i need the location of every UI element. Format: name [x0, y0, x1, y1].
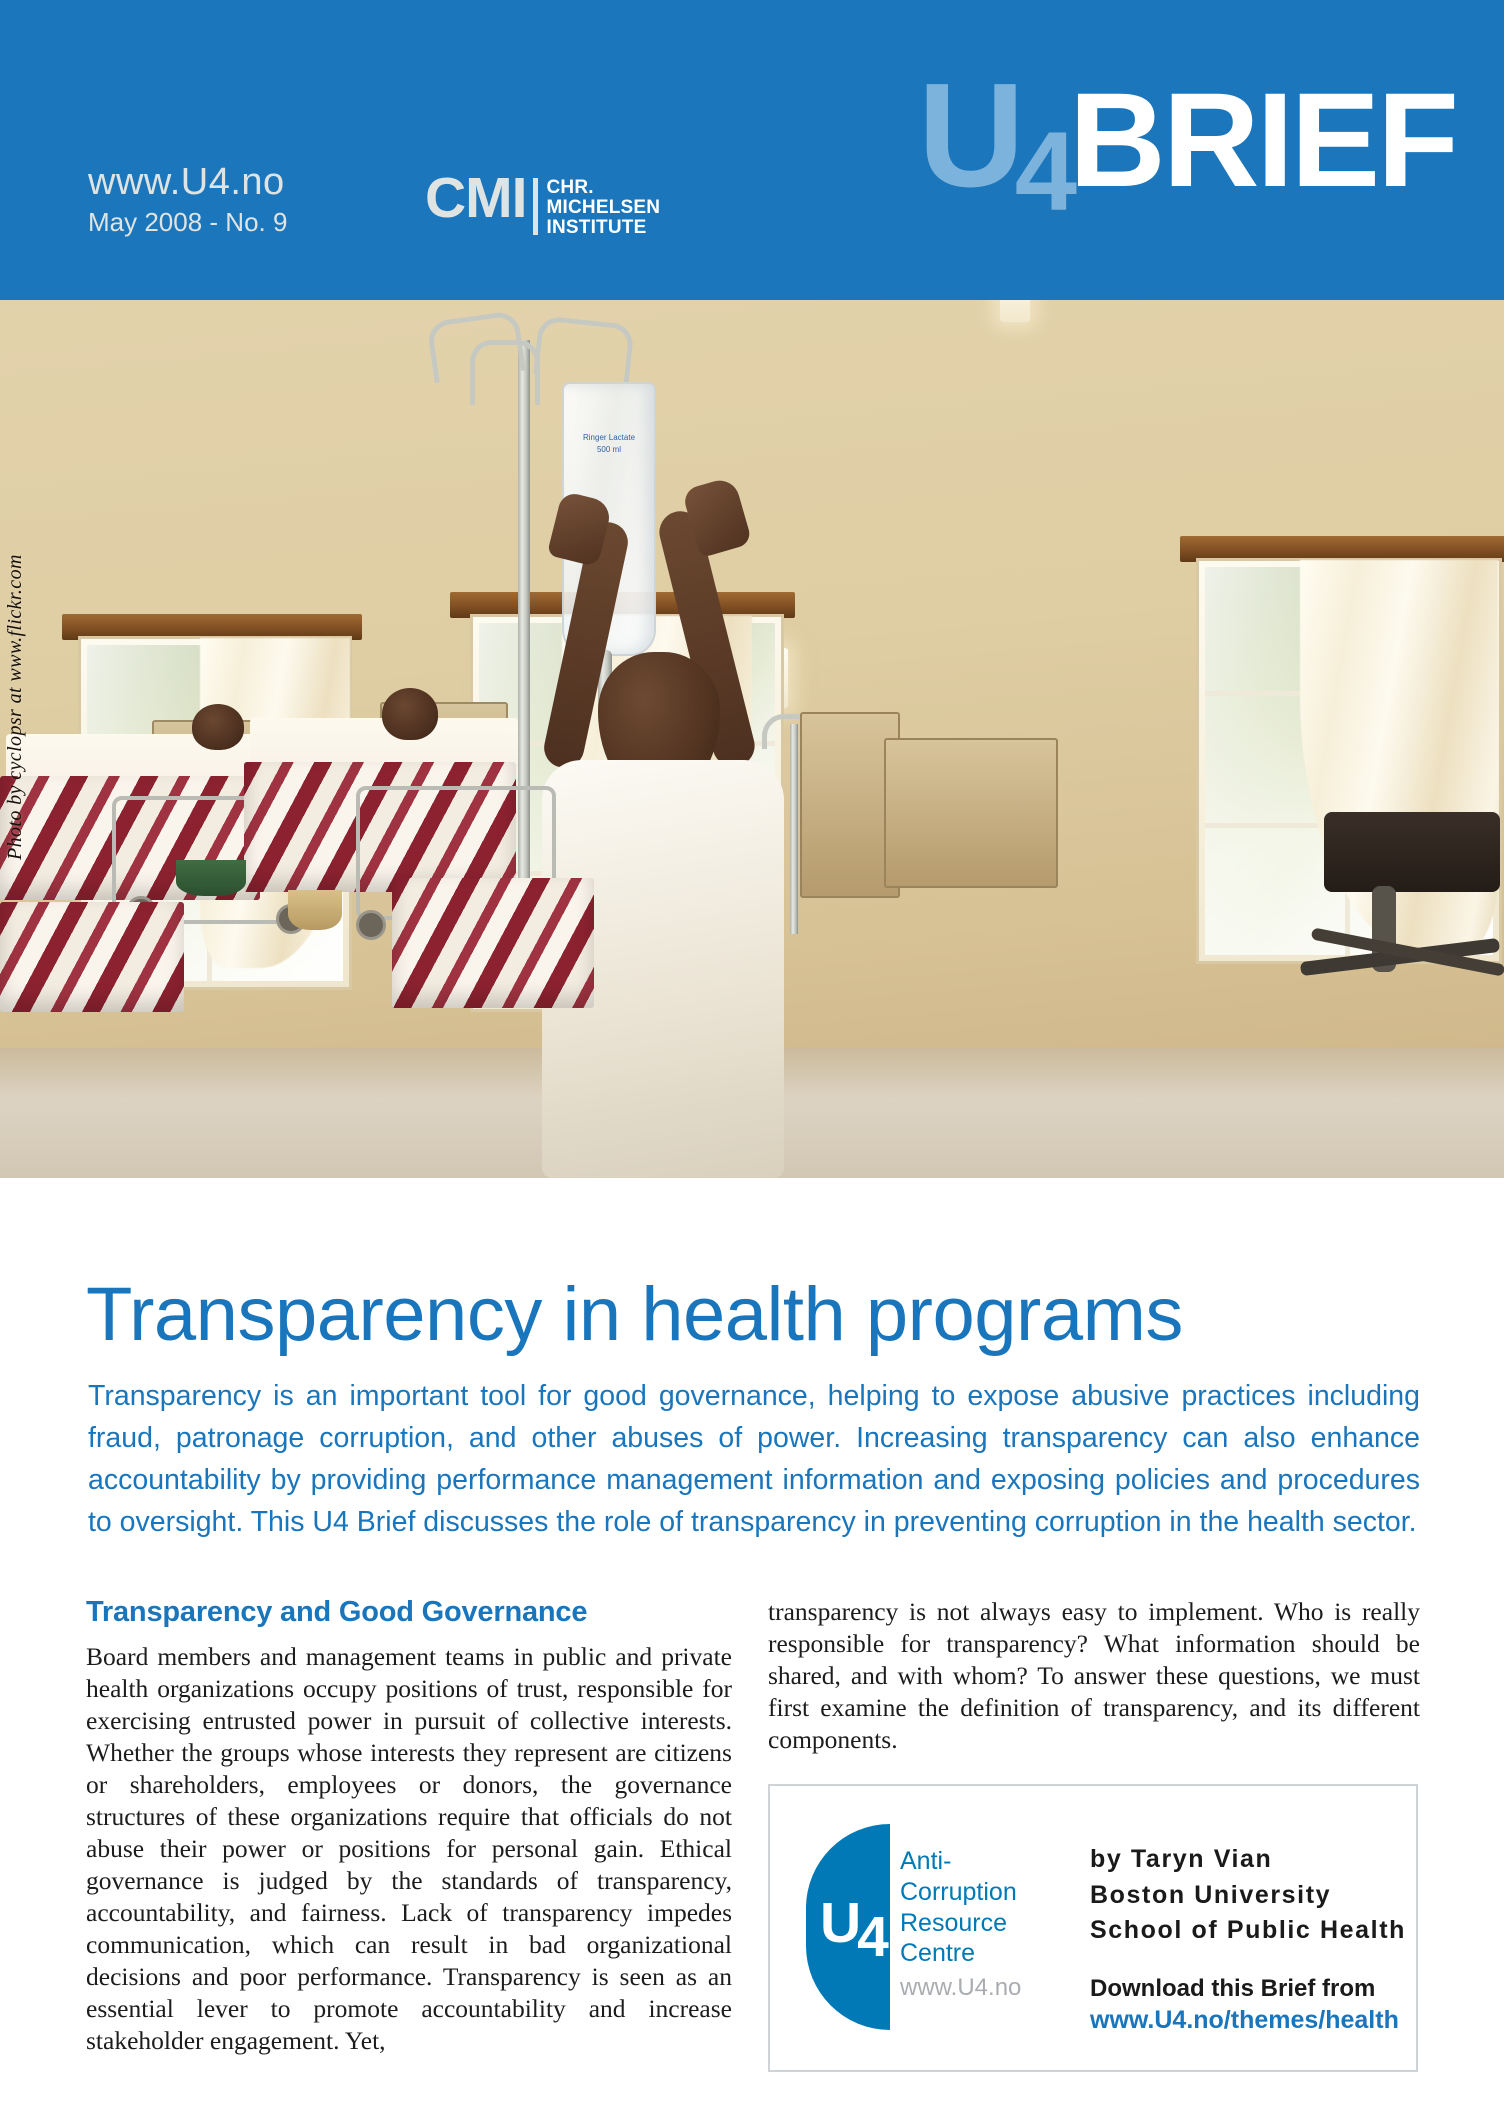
photo-wall-sconce-far-right	[1000, 300, 1030, 322]
u4-logo-digit-four: 4	[857, 1905, 887, 1969]
cmi-logo	[425, 166, 661, 239]
header-website-url[interactable]: www.U4.no	[88, 161, 285, 203]
u4-logo-letter-u: U	[820, 1891, 860, 1955]
u4-logo-word-3: Resource	[900, 1908, 1007, 1937]
article-abstract: Transparency is an important tool for good governance, helping to expose abusive practices including fraud, patronage corruption, and other abuses of power. Increasing transparency can also enhance accountability by providing performance management information and exposing policies and procedures to oversight. This U4 Brief discusses the role of transparency in preventing corruption in the health sector.	[88, 1379, 1420, 1539]
page-header	[0, 0, 1504, 300]
cmi-subtitle-line-2: MICHELSEN	[546, 197, 661, 219]
photo-secondary-iv-pole	[790, 724, 798, 934]
photo-chair	[1324, 812, 1500, 892]
photo-iv-bag-label	[564, 432, 654, 456]
photo-bucket	[288, 890, 342, 930]
photo-bed-blanket-3	[0, 902, 184, 1012]
u4-brief-masthead	[917, 53, 1456, 235]
u4-logo-word-2: Corruption	[900, 1877, 1017, 1906]
u4-logo-letters	[820, 1891, 887, 1969]
cmi-subtitle-line-3: INSTITUTE	[546, 217, 647, 239]
body-paragraph-left: Board members and management teams in public and private health organizations occupy positions of trust, responsible for exercising entrusted power in pursuit of collective interests. Whether the groups whose interests they represent are citizens or shareholders, employees or donors, the governance structures of these organizations require that officials do not abuse their power or positions for personal gain. Ethical governance is judged by the standards of transparency, accountability, and fairness. Lack of transparency impedes communication, which can result in bad organizational decisions and poor performance. Transparency is seen as an essential lever to promote accountability and increase stakeholder engagement. Yet,	[86, 1642, 732, 2055]
masthead-digit-four: 4	[1014, 109, 1073, 235]
cmi-subtitle-line-1: CHR.	[546, 177, 594, 198]
photo-iv-hook-center	[470, 340, 540, 405]
download-link[interactable]: www.U4.no/themes/health	[1090, 2005, 1399, 2034]
photo-iv-hook-right	[533, 315, 635, 384]
iv-label-line-2: 500 ml	[596, 445, 621, 454]
masthead-word-brief: BRIEF	[1069, 65, 1456, 215]
iv-label-line-1: Ringer Lactate	[582, 433, 636, 442]
column-left	[86, 1596, 732, 2057]
author-department: School of Public Health	[1090, 1916, 1406, 1944]
u4-logo-word-4: Centre	[900, 1939, 976, 1968]
u4-logo-disc	[806, 1824, 890, 2030]
photo-patient-1	[192, 704, 244, 750]
cmi-logo-divider	[533, 178, 538, 235]
photo-table	[884, 738, 1058, 888]
page-title: Transparency in health programs	[86, 1271, 1183, 1357]
author-info-box	[768, 1784, 1418, 2072]
author-name: by Taryn Vian	[1090, 1845, 1273, 1873]
photo-bed-blanket-4	[392, 878, 594, 1008]
info-box-inner	[806, 1824, 1406, 2036]
photo-credit-text: Photo by cyclopsr at www.flickr.com	[4, 554, 26, 860]
u4-resource-centre-logo[interactable]	[806, 1824, 1022, 2030]
section-heading: Transparency and Good Governance	[86, 1596, 588, 1628]
column-right	[768, 1596, 1420, 1756]
u4-logo-word-1: Anti-	[900, 1847, 952, 1875]
header-issue-date: May 2008 - No. 9	[88, 207, 288, 237]
body-paragraph-right: transparency is not always easy to implement. Who is really responsible for transparency? What information should be shared, and with whom? To answer these questions, we must first examine the definition of transparency, and its different components.	[768, 1597, 1420, 1754]
cmi-logo-subtitle	[546, 176, 660, 238]
header-url-block	[88, 163, 287, 235]
u4-logo-wordmark	[900, 1824, 1021, 2002]
masthead-letter-u: U	[917, 53, 1021, 218]
photo-bed-wheel-b	[356, 910, 386, 940]
cmi-logo-mark: CMI	[425, 166, 527, 230]
photo-basin	[176, 860, 246, 896]
u4-logo-website[interactable]: www.U4.no	[900, 1974, 1022, 2001]
cover-photograph	[0, 300, 1504, 1178]
photo-patient-2	[382, 688, 438, 740]
download-label: Download this Brief from	[1090, 1974, 1376, 2002]
author-institution: Boston University	[1090, 1880, 1332, 1909]
author-block	[1090, 1824, 1406, 2036]
